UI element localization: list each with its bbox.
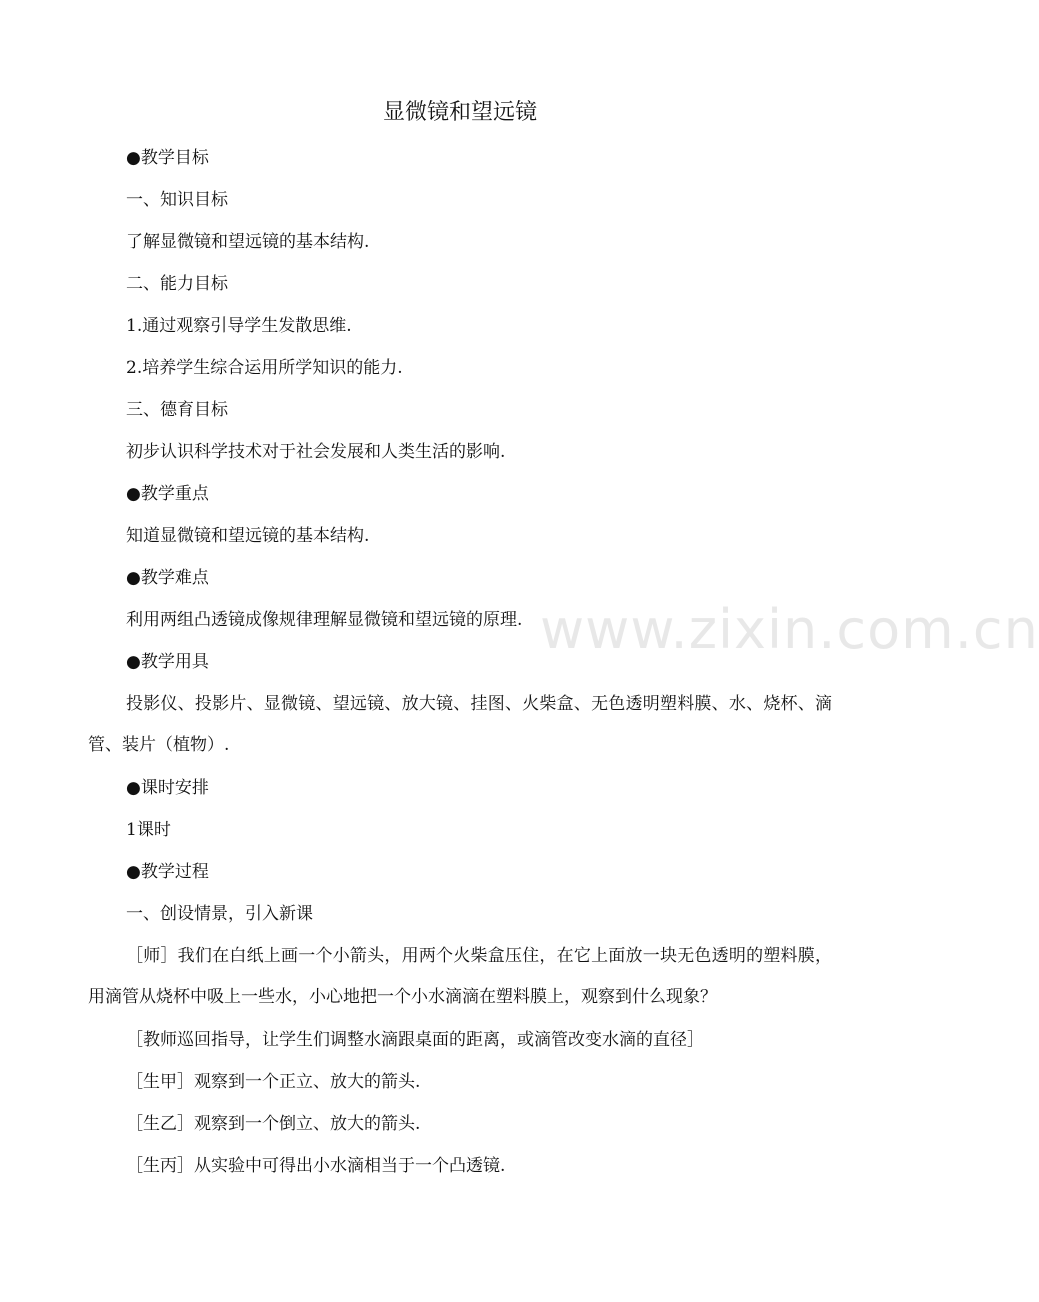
- paragraph: 2.培养学生综合运用所学知识的能力.: [126, 358, 403, 378]
- paragraph: 知道显微镜和望远镜的基本结构.: [126, 526, 370, 546]
- section-heading-schedule: ●课时安排: [126, 778, 209, 798]
- paragraph: ［教师巡回指导，让学生们调整水滴跟桌面的距离，或滴管改变水滴的直径］: [126, 1030, 704, 1050]
- section-heading-process: ●教学过程: [126, 862, 209, 882]
- paragraph: ［生丙］从实验中可得出小水滴相当于一个凸透镜.: [126, 1156, 506, 1176]
- paragraph: 初步认识科学技术对于社会发展和人类生活的影响.: [126, 442, 506, 462]
- paragraph: 了解显微镜和望远镜的基本结构.: [126, 232, 370, 252]
- section-heading-tools: ●教学用具: [126, 652, 209, 672]
- section-heading-difficulties: ●教学难点: [126, 568, 209, 588]
- section-heading-key-points: ●教学重点: [126, 484, 209, 504]
- paragraph: 投影仪、投影片、显微镜、望远镜、放大镜、挂图、火柴盒、无色透明塑料膜、水、烧杯、滴管、装片（植物）.: [88, 694, 832, 755]
- subheading-knowledge: 一、知识目标: [126, 190, 228, 210]
- subheading-moral: 三、德育目标: [126, 400, 228, 420]
- paragraph: ［生甲］观察到一个正立、放大的箭头.: [126, 1072, 421, 1092]
- paragraph: 利用两组凸透镜成像规律理解显微镜和望远镜的原理.: [126, 610, 523, 630]
- paragraph: 1.通过观察引导学生发散思维.: [126, 316, 352, 336]
- paragraph: ［师］我们在白纸上画一个小箭头，用两个火柴盒压住，在它上面放一块无色透明的塑料膜，用滴管从烧杯中吸上一些水，小心地把一个小水滴滴在塑料膜上，观察到什么现象？: [88, 946, 832, 1007]
- document-title: 显微镜和望远镜: [382, 100, 537, 125]
- paragraph: 1课时: [126, 820, 171, 840]
- subheading-intro: 一、创设情景，引入新课: [126, 904, 313, 924]
- section-heading-objectives: ●教学目标: [126, 148, 209, 168]
- subheading-ability: 二、能力目标: [126, 274, 228, 294]
- watermark: www.zixin.com.cn: [540, 598, 1039, 661]
- paragraph: ［生乙］观察到一个倒立、放大的箭头.: [126, 1114, 421, 1134]
